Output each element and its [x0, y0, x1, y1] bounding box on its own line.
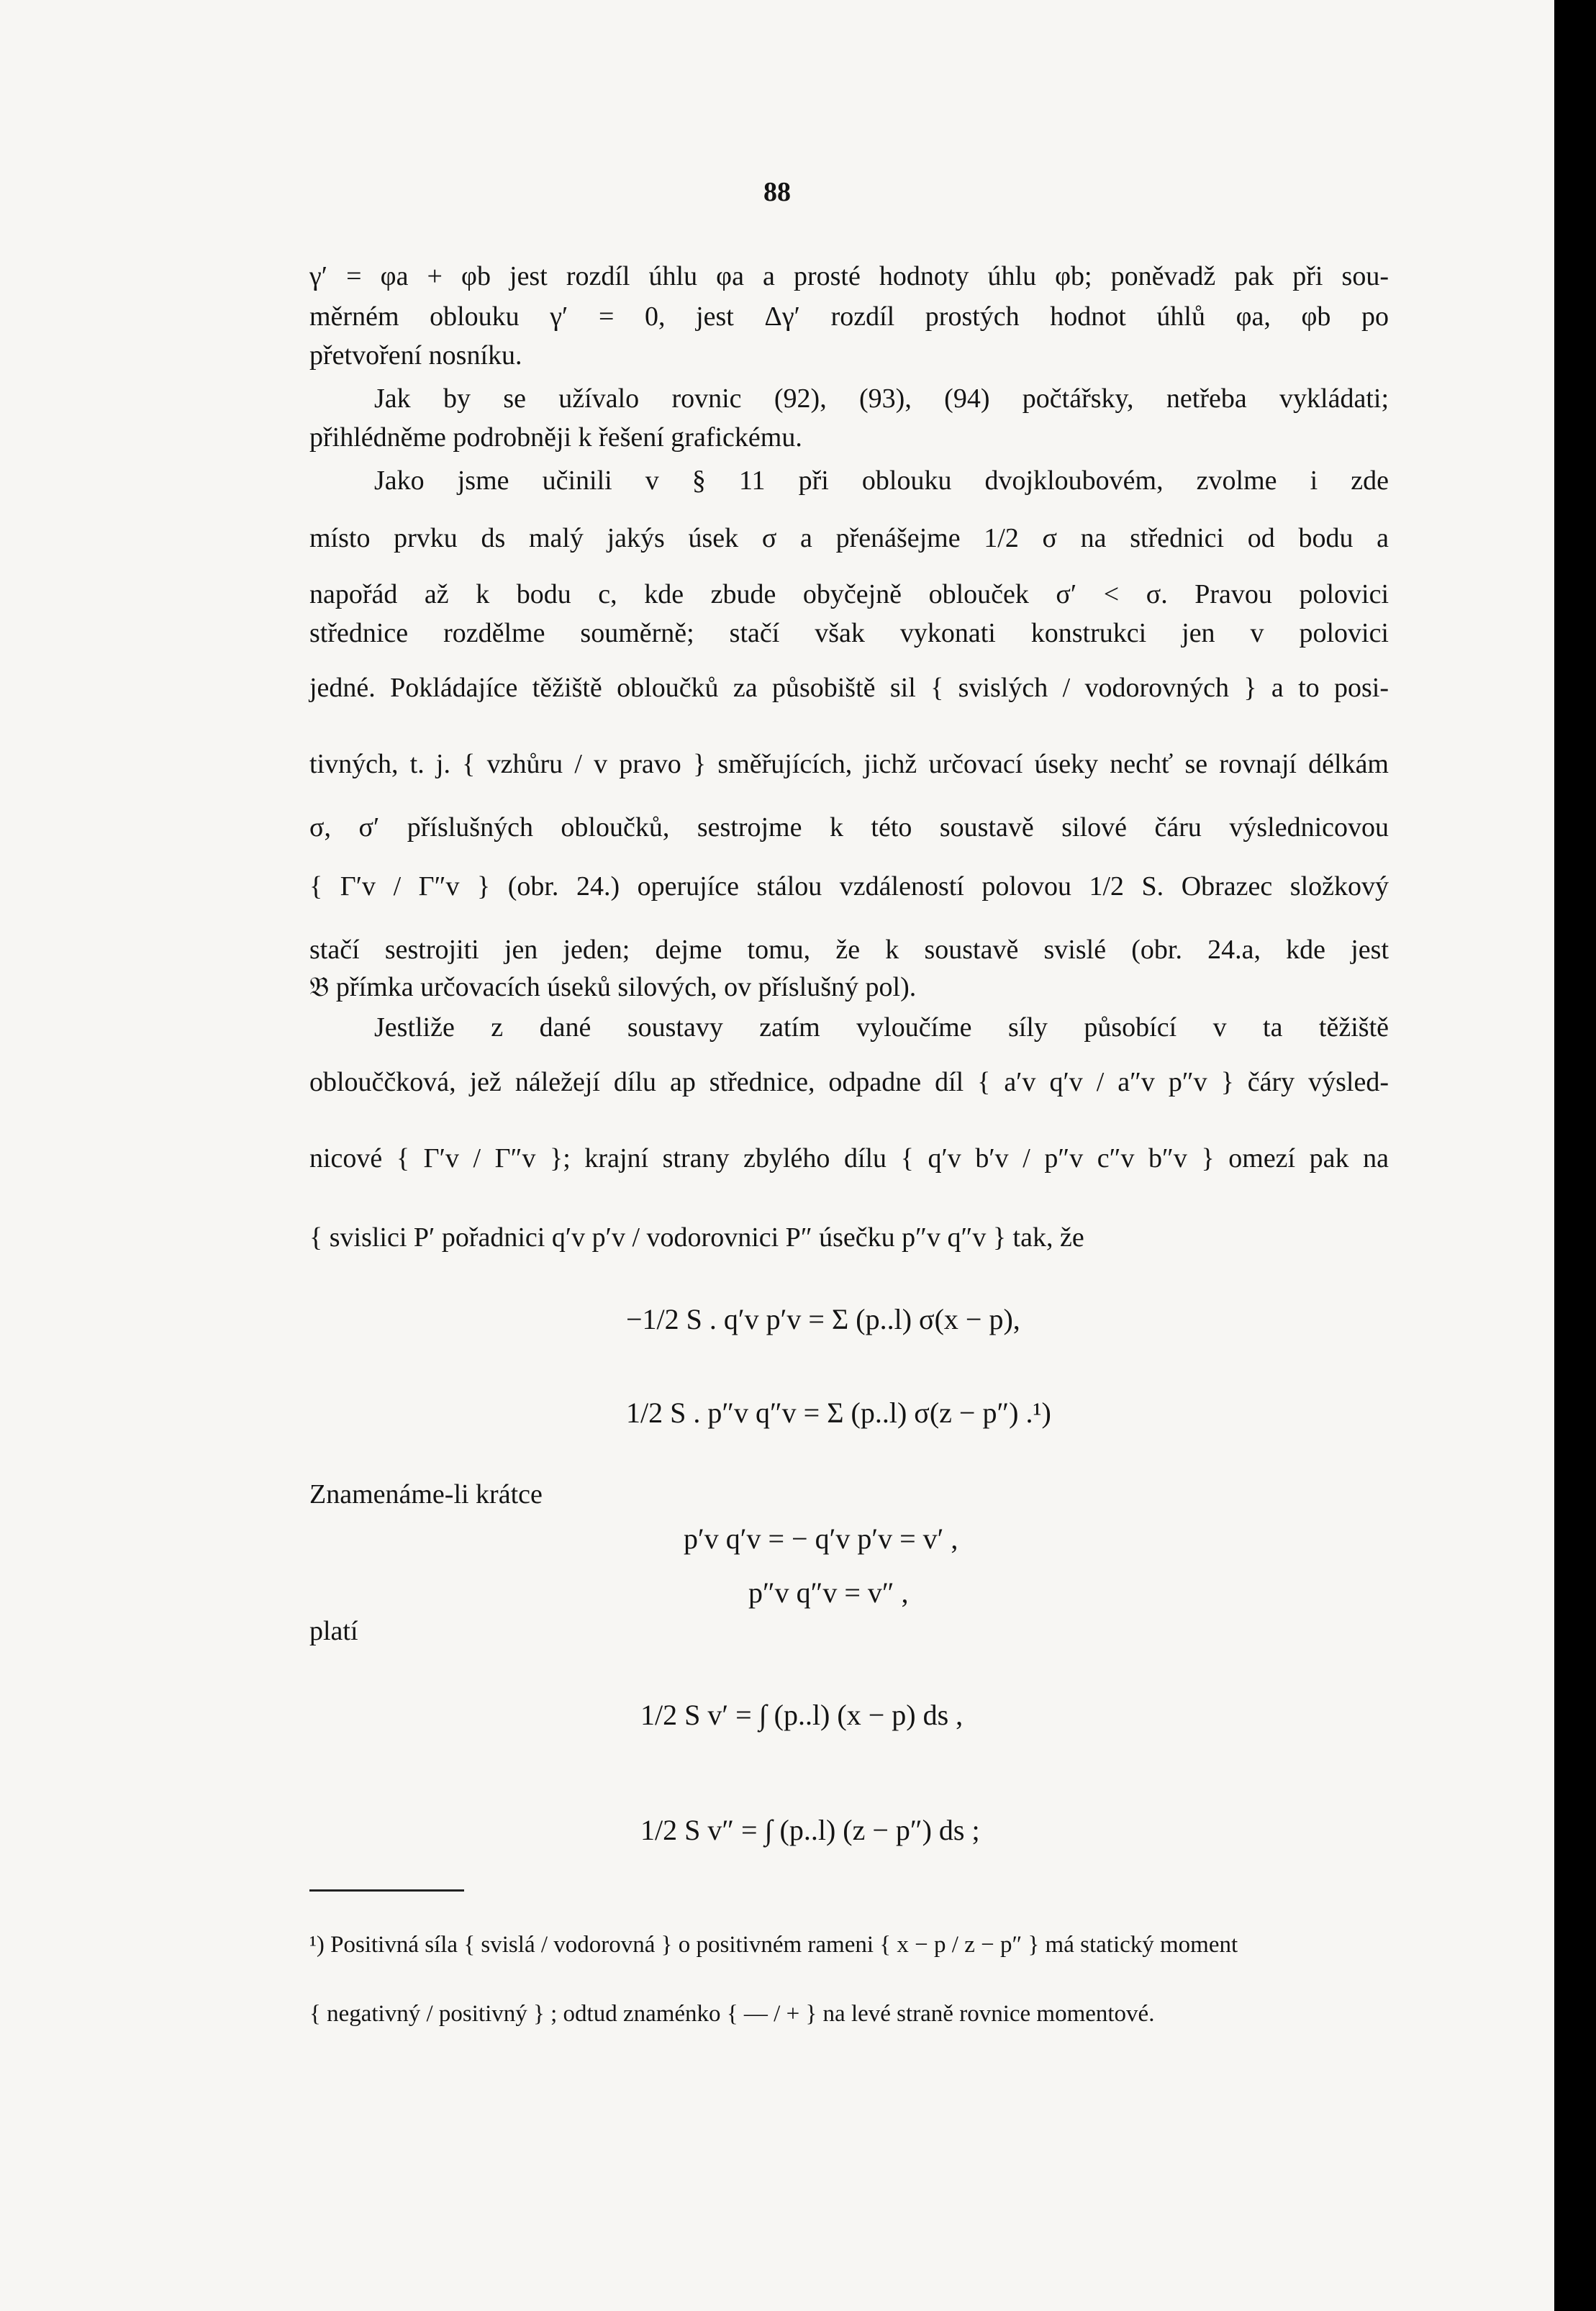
footnote-brace-top: x − p: [897, 1932, 946, 1958]
equation-6: 1/2 S v″ = ∫ (p..l) (z − p″) ds ;: [640, 1814, 980, 1846]
label-plati: platí: [309, 1616, 358, 1646]
text-line: γ′ = φa + φb jest rozdíl úhlu φa a prosté hodnoty úhlu φb; poněvadž pak při sou-: [309, 261, 1389, 291]
text-line: měrném oblouku γ′ = 0, jest Δγ′ rozdíl prostých hodnot úhlů φa, φb po: [309, 301, 1389, 332]
text-line: napořád až k bodu c, kde zbude obyčejně oblouček σ′ < σ. Pravou polovici: [309, 579, 1389, 609]
footnote-line-2: { negativný / positivný } ; odtud znaménko { — / + } na levé straně rovnice momentové.: [309, 2001, 1155, 2027]
footnote-line-1: ¹) Positivná síla { svislá / vodorovná } o positivném rameni { x − p / z − p″ } má statický moment: [309, 1932, 1238, 1958]
footnote-brace-bottom: vodorovná: [553, 1932, 656, 1958]
footnote-text: o positivném rameni: [678, 1932, 874, 1958]
footnote-brace-top: svislá: [481, 1932, 535, 1958]
text-line: jedné. Pokládajíce těžiště obloučků za působiště sil { svislých / vodorovných } a to posi-: [309, 673, 1389, 703]
footnote-text: má statický moment: [1045, 1932, 1238, 1958]
text-line: Jestliže z dané soustavy zatím vyloučíme síly působící v ta těžiště: [374, 1012, 1389, 1043]
text-line: Jak by se užívalo rovnic (92), (93), (94) počtářsky, netřeba vykládati;: [374, 383, 1389, 414]
footnote-brace-bottom: positivný: [438, 2001, 527, 2027]
footnote-brace-bottom: z − p″: [964, 1932, 1023, 1958]
footnote-text: Positivná síla: [330, 1932, 458, 1958]
equation-2: 1/2 S . p″v q″v = Σ (p..l) σ(z − p″) .¹): [626, 1397, 1051, 1429]
text-line: { svislici P′ pořadnici q′v p′v / vodorovnici P″ úsečku p″v q″v } tak, že: [309, 1222, 1084, 1253]
text-line: 𝔅 přímka určovacích úseků silových, ov příslušný pol).: [309, 972, 917, 1002]
equation-5: 1/2 S v′ = ∫ (p..l) (x − p) ds ,: [640, 1699, 964, 1731]
footnote-brace-top: —: [743, 2001, 768, 2027]
equation-1: −1/2 S . q′v p′v = Σ (p..l) σ(x − p),: [626, 1303, 1020, 1335]
text-line: σ, σ′ příslušných obloučků, sestrojme k této soustavě silové čáru výslednicovou: [309, 812, 1389, 843]
footnote-text: ; odtud znaménko: [550, 2001, 721, 2027]
text-line: stačí sestrojiti jen jeden; dejme tomu, že k soustavě svislé (obr. 24.a, kde jest: [309, 935, 1389, 965]
equation-3: p′v q′v = − q′v p′v = v′ ,: [684, 1522, 958, 1555]
text-line: místo prvku ds malý jakýs úsek σ a přenášejme 1/2 σ na střednici od bodu a: [309, 523, 1389, 553]
page-number: 88: [763, 177, 791, 207]
text-line: přetvoření nosníku.: [309, 340, 522, 371]
equation-4: p″v q″v = v″ ,: [748, 1576, 909, 1609]
label-znamename: Znamenáme-li krátce: [309, 1479, 543, 1509]
text-line: přihlédněme podrobněji k řešení grafickému.: [309, 422, 802, 453]
footnote-text: na levé straně rovnice momentové.: [822, 2001, 1155, 2027]
footnote-rule: [309, 1889, 464, 1892]
footnote-brace-bottom: +: [786, 2001, 800, 2027]
text-line: Jako jsme učinili v § 11 při oblouku dvojkloubovém, zvolme i zde: [374, 466, 1389, 496]
text-line: tivných, t. j. { vzhůru / v pravo } směřujících, jichž určovací úseky nechť se rovnají délkám: [309, 749, 1389, 779]
footnote-brace-top: negativný: [327, 2001, 421, 2027]
text-line: nicové { Γ′v / Γ″v }; krajní strany zbylého dílu { q′v b′v / p″v c″v b″v } omezí pak na: [309, 1143, 1389, 1173]
footnote-marker: ¹): [309, 1932, 325, 1958]
text-line: střednice rozdělme souměrně; stačí však vykonati konstrukci jen v polovici: [309, 618, 1389, 648]
text-line: oblouččková, jež náležejí dílu ap střednice, odpadne díl { a′v q′v / a″v p″v } čáry výsled-: [309, 1067, 1389, 1097]
text-line: { Γ′v / Γ″v } (obr. 24.) operujíce stálou vzdáleností polovou 1/2 S. Obrazec složkový: [309, 871, 1389, 902]
